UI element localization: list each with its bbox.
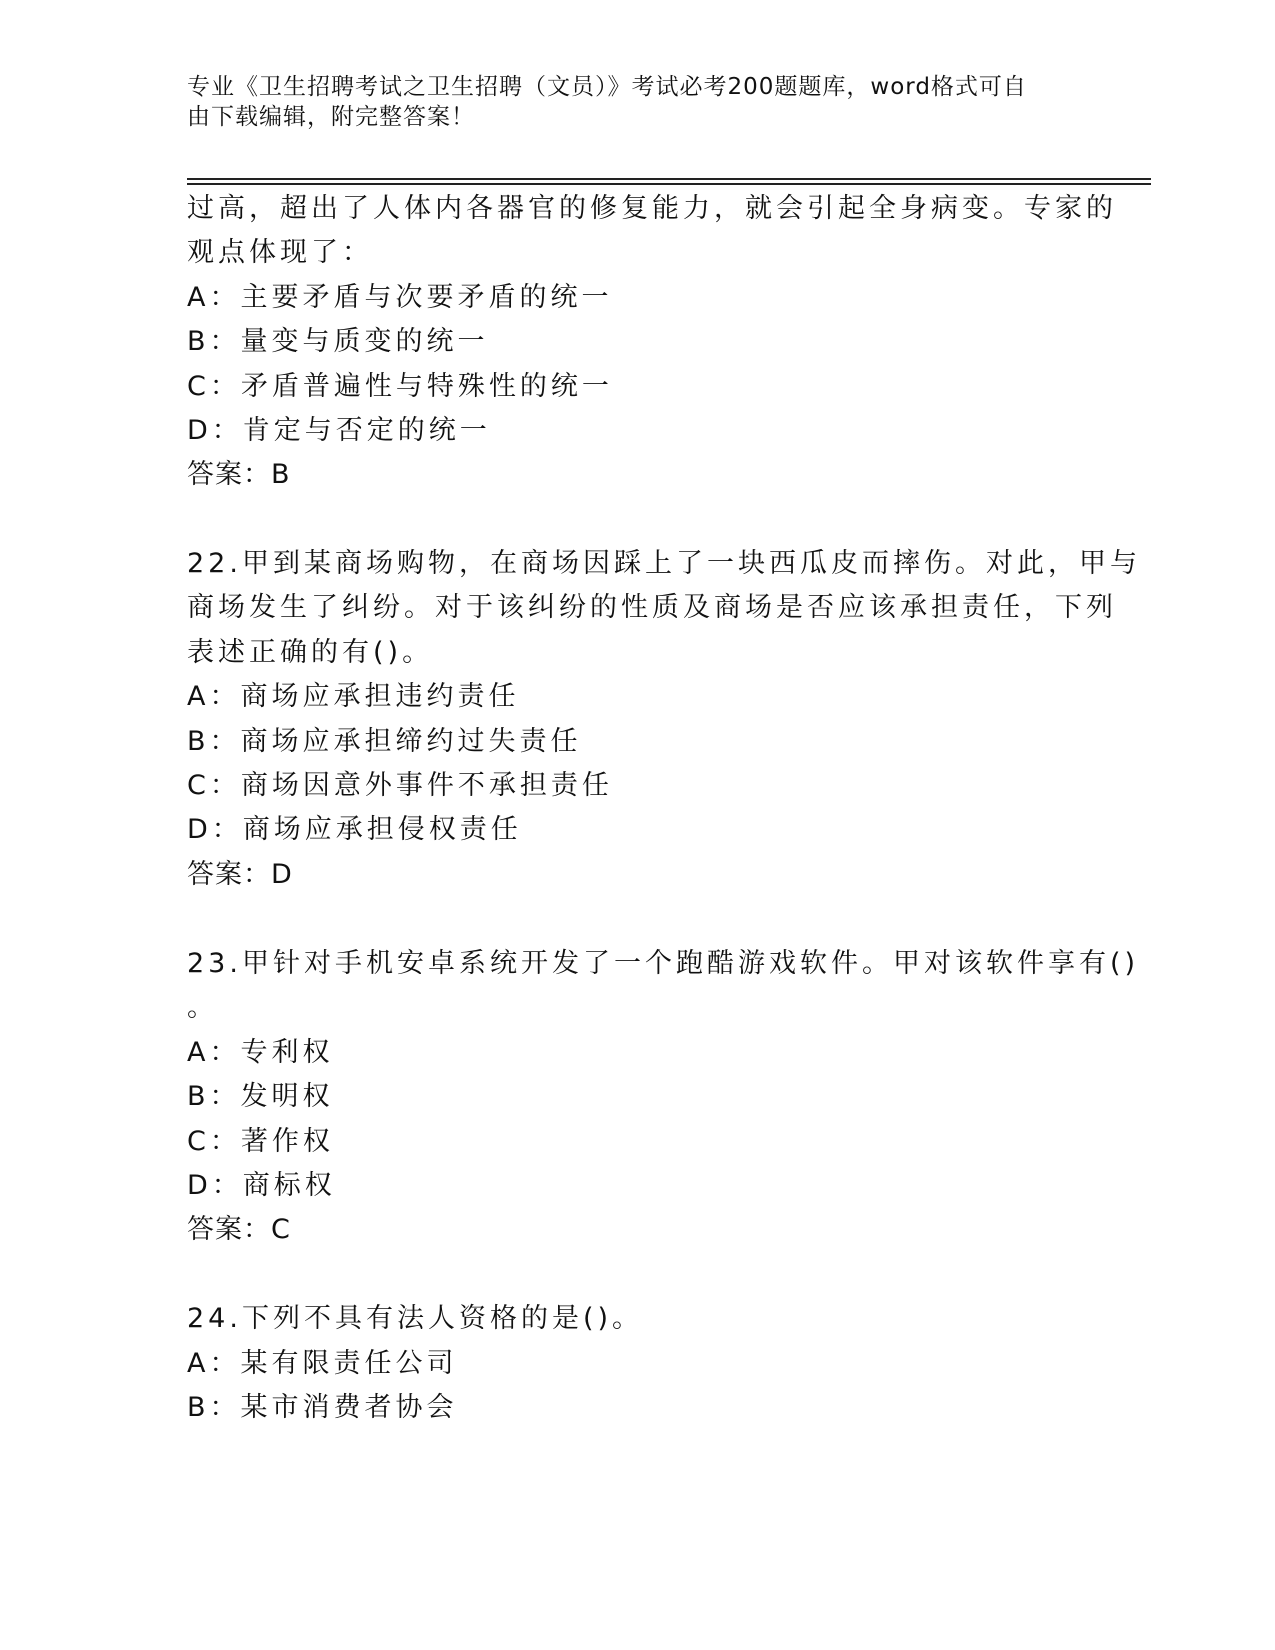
q23-option-c: C：著作权 bbox=[187, 1126, 334, 1157]
q22-option-b: B：商场应承担缔约过失责任 bbox=[187, 726, 582, 757]
q21-answer: 答案：B bbox=[187, 459, 291, 490]
q21-stem-line-1: 过高，超出了人体内各器官的修复能力，就会引起全身病变。专家的 bbox=[187, 193, 1117, 224]
q22-answer: 答案：D bbox=[187, 859, 293, 890]
q21-stem-line-2: 观点体现了： bbox=[187, 237, 373, 268]
q24-option-a: A：某有限责任公司 bbox=[187, 1348, 458, 1379]
q23-stem-line-2: 。 bbox=[187, 992, 218, 1023]
q24-option-b: B：某市消费者协会 bbox=[187, 1392, 458, 1423]
q21-option-b: B：量变与质变的统一 bbox=[187, 326, 489, 357]
q23-stem-line-1: 23.甲针对手机安卓系统开发了一个跑酷游戏软件。甲对该软件享有() bbox=[187, 948, 1140, 979]
q23-option-a: A：专利权 bbox=[187, 1037, 334, 1068]
header-divider-top bbox=[187, 178, 1151, 180]
q21-option-a: A：主要矛盾与次要矛盾的统一 bbox=[187, 282, 613, 313]
q22-stem-line-2: 商场发生了纠纷。对于该纠纷的性质及商场是否应该承担责任，下列 bbox=[187, 592, 1117, 623]
header-title-line-1: 专业《卫生招聘考试之卫生招聘（文员）》考试必考200题题库，word格式可自 bbox=[187, 74, 1027, 100]
document-header bbox=[187, 72, 1067, 132]
q21-option-c: C：矛盾普遍性与特殊性的统一 bbox=[187, 371, 613, 402]
q21-option-d: D：肯定与否定的统一 bbox=[187, 415, 491, 446]
q22-option-c: C：商场因意外事件不承担责任 bbox=[187, 770, 613, 801]
q22-stem-line-1: 22.甲到某商场购物，在商场因踩上了一块西瓜皮而摔伤。对此，甲与 bbox=[187, 548, 1141, 579]
q22-option-a: A：商场应承担违约责任 bbox=[187, 681, 520, 712]
q22-option-d: D：商场应承担侵权责任 bbox=[187, 814, 522, 845]
q22-stem-line-3: 表述正确的有()。 bbox=[187, 637, 434, 668]
q24-stem-line-1: 24.下列不具有法人资格的是()。 bbox=[187, 1303, 644, 1334]
q23-option-d: D：商标权 bbox=[187, 1170, 336, 1201]
q23-option-b: B：发明权 bbox=[187, 1081, 334, 1112]
header-divider-bottom bbox=[187, 183, 1151, 185]
q23-answer: 答案：C bbox=[187, 1214, 291, 1245]
header-title-line-2: 由下载编辑，附完整答案！ bbox=[187, 104, 475, 130]
